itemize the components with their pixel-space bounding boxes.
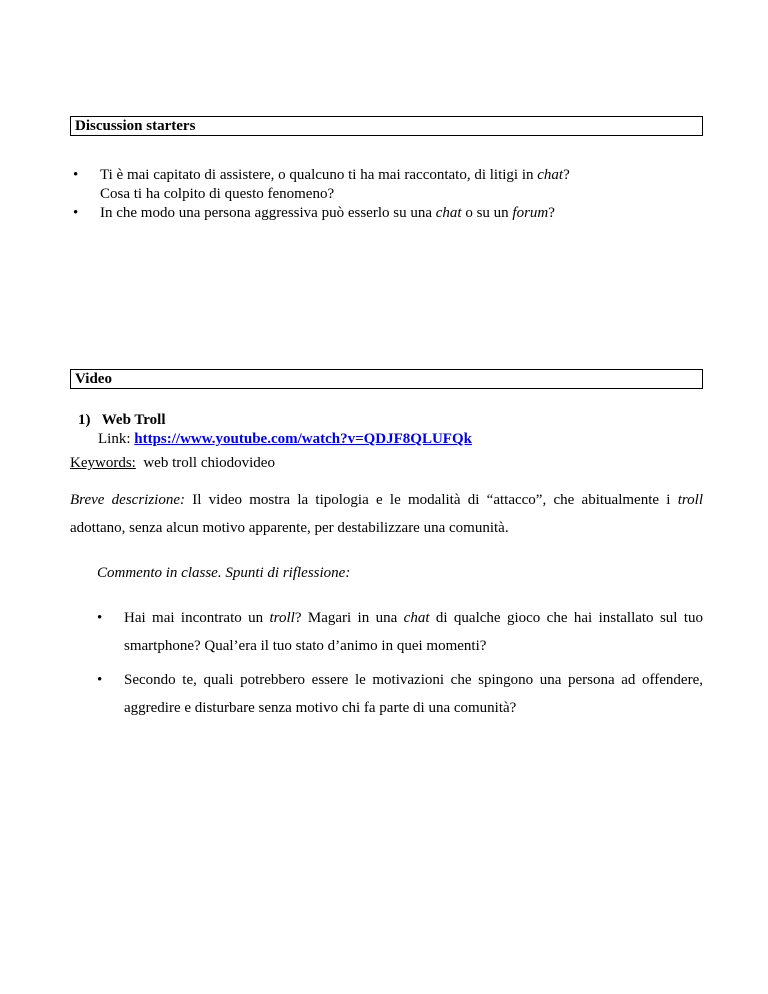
video-title: Web Troll [101, 412, 166, 428]
link-label: Link: [98, 431, 131, 447]
video-heading: Video [75, 371, 112, 387]
keywords-line [70, 454, 710, 473]
list-item: • Secondo te, quali potrebbero essere le motivazioni che spingono una persona ad offendere, aggredire e disturbare senza motivo chi fa parte di una comunità? [97, 666, 703, 722]
discussion-heading-box [70, 116, 703, 136]
video-title-line [78, 411, 708, 430]
list-item: • Ti è mai capitato di assistere, o qualcuno ti ha mai raccontato, di litigi in chat? Cosa ti ha colpito di questo fenomeno? [73, 166, 713, 204]
keywords-label: Keywords: [70, 455, 136, 471]
discussion-list [73, 166, 713, 223]
video-link-line [78, 430, 708, 449]
list-item: • In che modo una persona aggressiva può esserlo su una chat o su un forum? [73, 204, 713, 223]
video-link[interactable]: https://www.youtube.com/watch?v=QDJF8QLUFQk [134, 431, 472, 447]
video-number: 1) [78, 412, 91, 428]
keywords-value: web troll chiodovideo [143, 455, 275, 471]
discussion-heading: Discussion starters [75, 118, 196, 134]
comment-questions [97, 604, 703, 722]
list-item: • Hai mai incontrato un troll? Magari in una chat di qualche gioco che hai installato sul tuo smartphone? Qual’era il tuo stato d’animo in quei momenti? [97, 604, 703, 660]
video-heading-box [70, 369, 703, 389]
video-entry [78, 411, 708, 449]
description-label: Breve descrizione: [70, 492, 185, 508]
video-description: Breve descrizione: Il video mostra la tipologia e le modalità di “attacco”, che abitualmente i troll adottano, senza alcun motivo apparente, per destabilizzare una comunità. [70, 492, 703, 536]
comment-heading: Commento in classe. Spunti di riflessione: [97, 565, 351, 581]
